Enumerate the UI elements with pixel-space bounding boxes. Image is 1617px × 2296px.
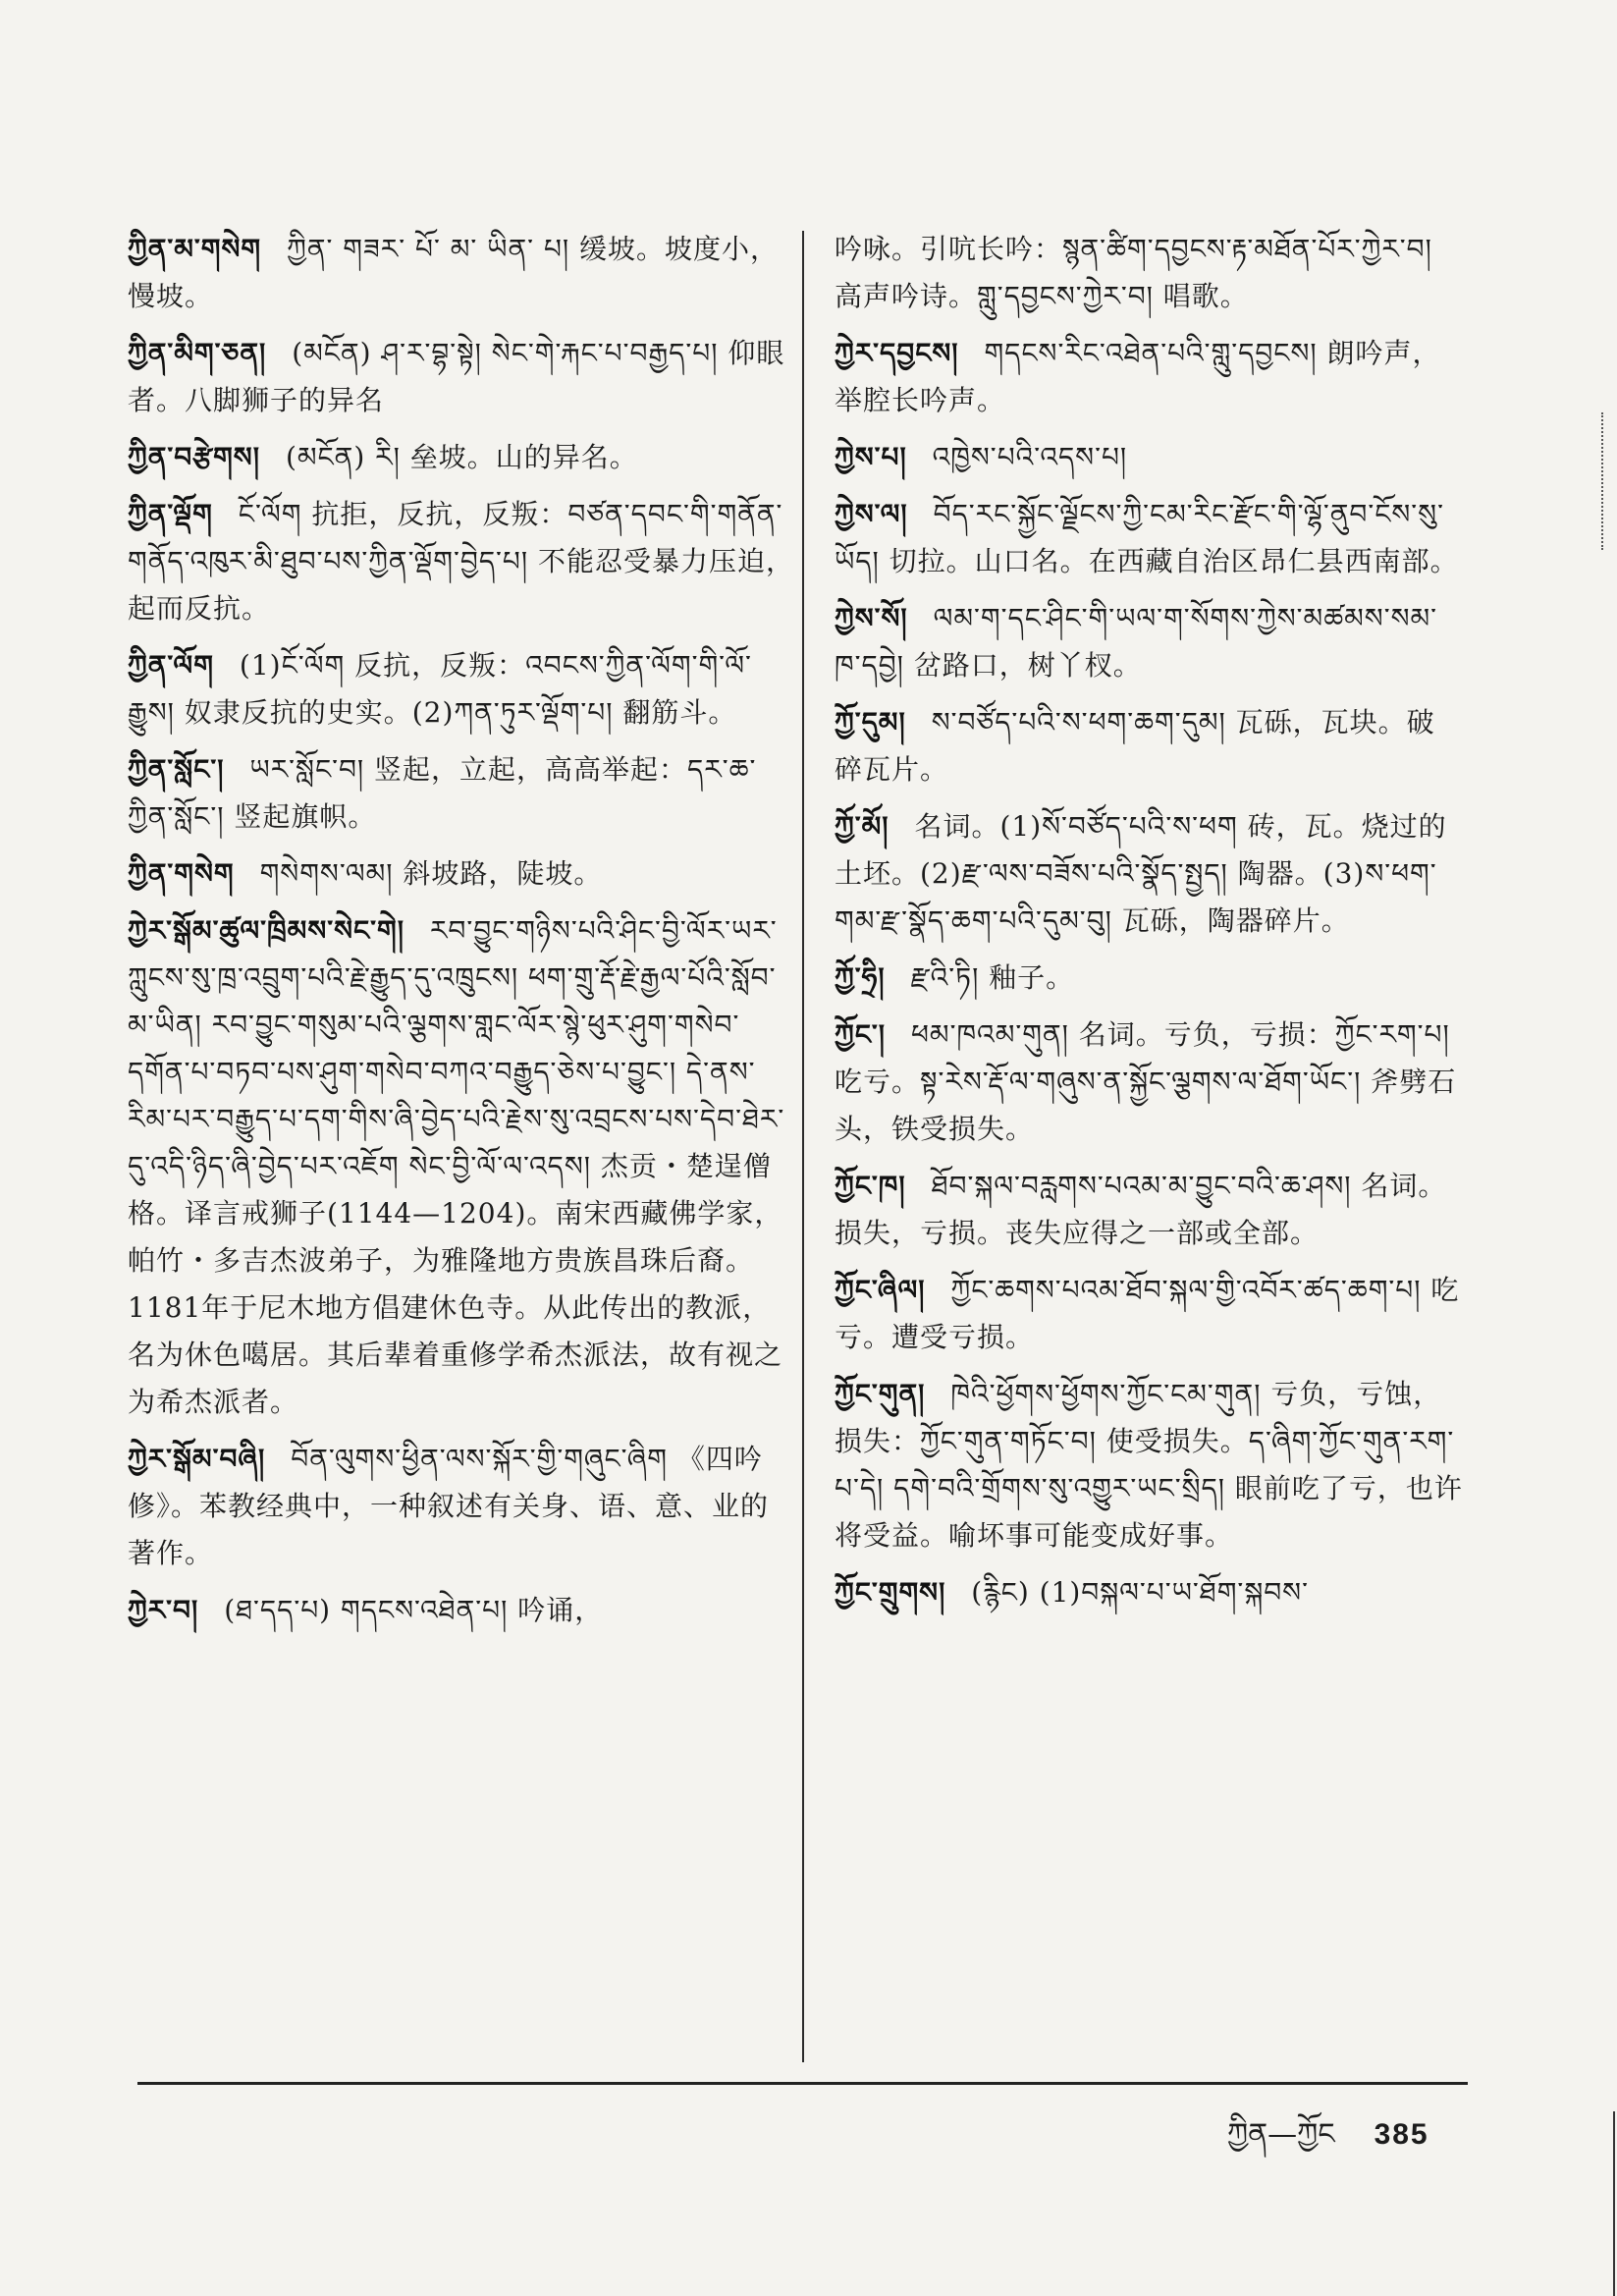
entry-headword: ཀྱོང་ཞིལ། [835, 1274, 926, 1306]
entry [835, 1011, 1463, 1153]
entry-headword: ཀྱིན་བརྩེགས། [128, 441, 260, 473]
entry-definition: ལམ་ག་དང་ཤིང་གི་ཡལ་ག་སོགས་ཀྱེས་མཚམས་སམ་ཁ་དབྱེ། 岔路口，树丫杈。 [835, 602, 1438, 682]
entry-definition: (རྙིང) (1)བསྐལ་པ་ཡ་ཐོག་སྐབས་ [971, 1576, 1309, 1609]
entry-headword: ཀྱོང་ཁ། [835, 1170, 906, 1202]
entry-definition: ཐོབ་སྐལ་བརླགས་པའམ་མ་བྱུང་བའི་ཆ་ཤས། 名词。损失，亏损。丧失应得之一部或全部。 [835, 1170, 1447, 1249]
entry-continuation [835, 226, 1463, 320]
entry [835, 491, 1463, 585]
entry-headword: ཀྱོང་གྲུགས། [835, 1576, 946, 1609]
right-column [835, 226, 1463, 1626]
scan-edge-marks [1601, 412, 1617, 550]
entry [835, 955, 1463, 1002]
entry-definition: (མངོན) རི། 垒坡。山的异名。 [285, 441, 638, 473]
entry-headword: ཀྱེས་ལ། [835, 498, 908, 530]
entry [128, 226, 795, 320]
entry [835, 1267, 1463, 1361]
entry-headword: ཀྱིན་ལོག [128, 649, 214, 682]
entry [128, 1587, 795, 1634]
entry-definition: ཕམ་ཁའམ་གུན། 名词。亏负，亏损：ཀྱོང་རག་པ། 吃亏。སྟ་རེས་རྡོ་ལ་གཞུས་ན་སྐྱོང་ལྕགས་ལ་ཐོག་ཡོང་། 斧劈石头，铁受损失。 [835, 1018, 1457, 1145]
entry-headword: ཀྱོ་ཧྲི། [835, 961, 886, 994]
entry-headword: ཀྱོང་། [835, 1018, 886, 1051]
entry-definition: 吟咏。引吭长吟：སྙན་ཚིག་དབྱངས་རྟ་མཐོན་པོར་ཀྱེར་བ། 高声吟诗。གླུ་དབྱངས་ཀྱེར་བ། 唱歌。 [835, 233, 1432, 312]
entry-definition: ས་བཙོད་པའི་ས་ཕག་ཆག་དུམ། 瓦砾，瓦块。破碎瓦片。 [835, 706, 1435, 786]
guide-words: ཀྱིན—ཀྱོང [1227, 2117, 1335, 2152]
entry-headword: ཀྱིན་མ་གསེག [128, 233, 262, 265]
entry-headword: ཀྱིན་ལྡོག [128, 498, 213, 530]
entry-headword: ཀྱིན་མིག་ཅན། [128, 337, 267, 369]
entry-definition: གསེགས་ལམ། 斜坡路，陡坡。 [259, 857, 603, 890]
left-column [128, 226, 795, 1644]
entry [128, 434, 795, 481]
entry [835, 699, 1463, 793]
entry [128, 850, 795, 898]
column-divider [802, 231, 804, 2062]
entry [128, 642, 795, 737]
entry-definition: བོན་ལུགས་ཕྱིན་ལས་སྐོར་གྱི་གཞུང་ཞིག 《四吟修》。苯教经典中，一种叙述有关身、语、意、业的著作。 [128, 1443, 770, 1569]
entry [835, 1371, 1463, 1559]
entry-definition: རབ་བྱུང་གཉིས་པའི་ཤིང་བྱི་ལོར་ཡར་ཀླུངས་སུ་ཁྲ་འབྲུག་པའི་རྗེ་རྒྱུད་དུ་འཁྲུངས། ཕག་གྲུ་རྡོ་རྗེ་རྒྱལ་པོའི་སློབ་མ་ཡིན། རབ་བྱུང་གསུམ་པའི་ལྕགས་གླང་ལོར་སྙེ་ཕུར་ཤུག་གསེབ་དགོན་པ་བཏབ་པས་ཤུག་གསེབ་བཀའ་བརྒྱུད་ཅེས་པ་བྱུང་། དེ་ནས་རིམ་པར་བརྒྱུད་པ་དག་གིས་ཞི་བྱེད་པའི་རྗེས་སུ་འབྲངས་པས་དེབ་ཐེར་དུ་འདི་ཉིད་ཞི་བྱེད་པར་འཇོག སེང་བྱི་ལོ་ལ་འདས། 杰贡・楚逞僧格。译言戒狮子(1144—1204)。南宋西藏佛学家，帕竹・多吉杰波弟子，为雅隆地方贵族昌珠后裔。1181年于尼木地方倡建休色寺。从此传出的教派，名为休色噶居。其后辈着重修学希杰派法，故有视之为希杰派者。 [128, 914, 785, 1418]
entry-definition: བོད་རང་སྐྱོང་ལྗོངས་ཀྱི་ངམ་རིང་རྫོང་གི་ལྷོ་ནུབ་ངོས་སུ་ཡོད། 切拉。山口名。在西藏自治区昂仁县西南部。 [835, 498, 1459, 577]
entry-headword: ཀྱེར་བ། [128, 1594, 199, 1626]
entry-headword: ཀྱེར་སྒོམ་ཚུལ་ཁྲིམས་སེང་གེ། [128, 914, 404, 947]
entry [128, 1436, 795, 1577]
entry [128, 746, 795, 841]
entry-definition: (ཐ་དད་པ) གདངས་འཐེན་པ། 吟诵， [224, 1594, 604, 1626]
scan-edge-line [1613, 2111, 1615, 2296]
entry-headword: ཀྱོང་གུན། [835, 1378, 926, 1410]
entry [128, 907, 795, 1426]
entry [835, 803, 1463, 945]
entry-definition: ཡར་སློང་བ། 竖起，立起，高高举起：དར་ཆ་ཀྱིན་སློང་། 竖起旗帜。 [128, 753, 757, 833]
footer-rule [137, 2082, 1468, 2085]
entry-headword: ཀྱེར་སྒོམ་བཞི། [128, 1443, 266, 1475]
entry [128, 330, 795, 424]
entry-definition: ཁེའི་ཕྱོགས་ཕྱོགས་ཀྱོང་ངམ་གུན། 亏负，亏蚀，损失：ཀྱོང་གུན་གཏོང་བ། 使受损失。ད་ཞིག་ཀྱོང་གུན་རག་པ་དེ། དགེ་བའི་གྲོགས་སུ་འགྱུར་ཡང་སྲིད། 眼前吃了亏，也许将受益。喻坏事可能变成好事。 [835, 1378, 1463, 1552]
entry-definition: གདངས་རིང་འཐེན་པའི་གླུ་དབྱངས། 朗吟声，举腔长吟声。 [835, 337, 1441, 416]
entry [835, 434, 1463, 481]
entry-headword: ཀྱེས་པ། [835, 441, 907, 473]
entry-headword: ཀྱེར་དབྱངས། [835, 337, 959, 369]
entry-definition: ཀྱིན་ གཟར་ པོ་ མ་ ཡིན་ པ། 缓坡。坡度小，慢坡。 [128, 233, 780, 312]
entry [835, 595, 1463, 689]
entry [835, 330, 1463, 424]
entry-definition: ངོ་ལོག 抗拒，反抗，反叛：བཙན་དབང་གི་གནོན་གནོད་འཁུར་མི་ཐུབ་པས་ཀྱིན་ལྡོག་བྱེད་པ། 不能忍受暴力压迫，起而反抗。 [128, 498, 794, 625]
entry-definition: (1)ངོ་ལོག 反抗，反叛：འབངས་ཀྱིན་ལོག་གི་ལོ་རྒྱུས། 奴隶反抗的史实。(2)ཀན་ཏུར་ལྡོག་པ། 翻筋斗。 [128, 649, 752, 729]
entry-definition: རྫའི་ཏི། 釉子。 [910, 961, 1075, 994]
entry-headword: ཀྱིན་སློང་། [128, 753, 225, 786]
page-number: 385 [1374, 2118, 1429, 2151]
entry-definition: འཁྱེས་པའི་འདས་པ། [932, 441, 1128, 473]
entry-headword: ཀྱིན་གསེག [128, 857, 235, 890]
entry-headword: ཀྱེས་སོ། [835, 602, 908, 634]
page-footer [1227, 2102, 1429, 2184]
entry-definition: (མངོན) ཤ་ར་བྷ་སྟེ། སེང་གེ་རྐང་པ་བརྒྱད་པ། 仰眼者。八脚狮子的异名 [128, 337, 785, 416]
entry-headword: ཀྱོ་མོ། [835, 810, 889, 843]
entry-definition: 名词。(1)སོ་བཙོད་པའི་ས་ཕག 砖，瓦。烧过的土坯。(2)རྫ་ལས་བཟོས་པའི་སྣོད་སྤྱད། 陶器。(3)ས་ཕག་གམ་རྫ་སྣོད་ཆག་པའི་དུམ་བུ། 瓦砾，陶器碎片。 [835, 810, 1447, 937]
entry [835, 1569, 1463, 1616]
entry [835, 1163, 1463, 1257]
entry-headword: ཀྱོ་དུམ། [835, 706, 906, 738]
entry [128, 491, 795, 632]
entry-definition: ཀྱོང་ཆགས་པའམ་ཐོབ་སྐལ་གྱི་འབོར་ཚད་ཆག་པ། 吃亏。遭受亏损。 [835, 1274, 1460, 1353]
